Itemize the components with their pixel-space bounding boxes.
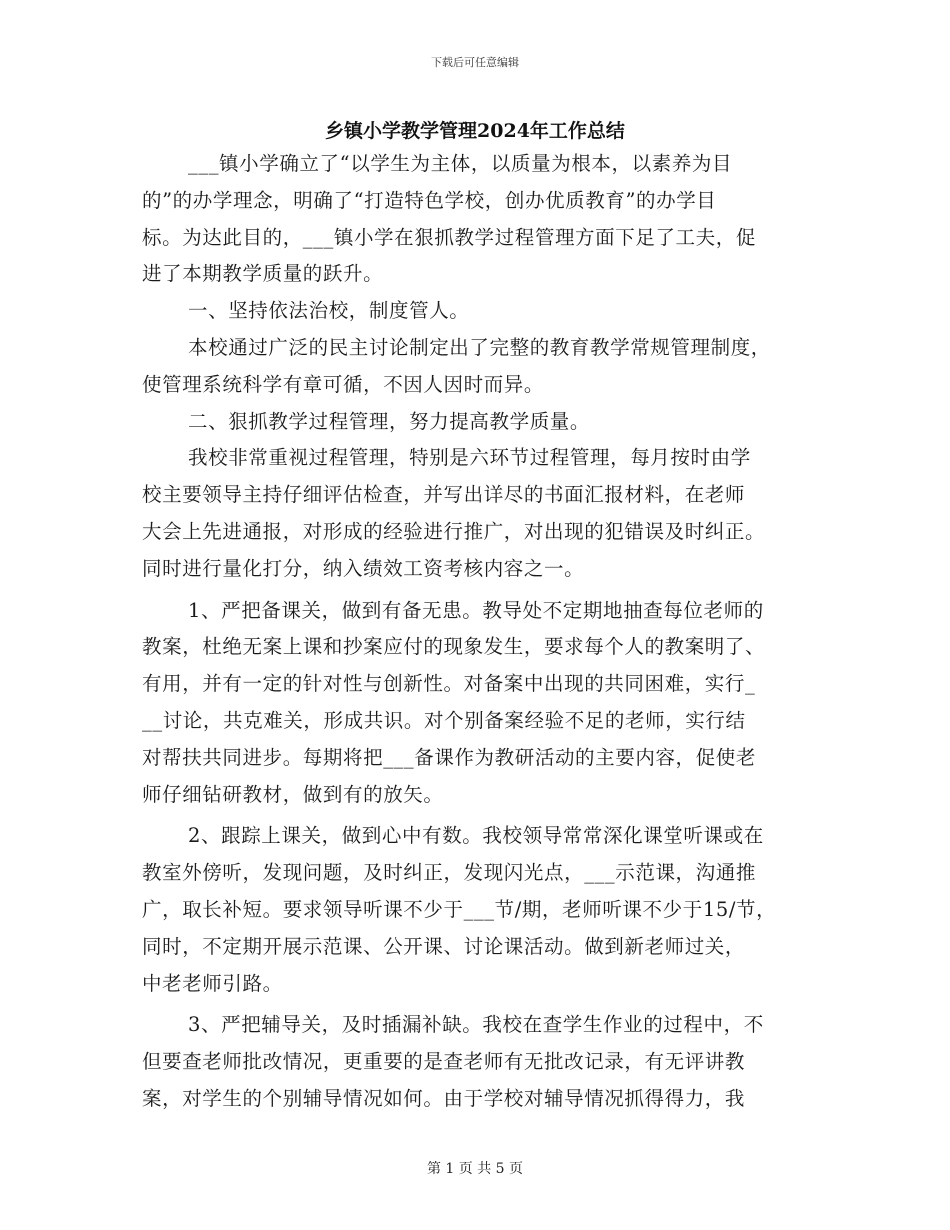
page-header-note: 下载后可任意编辑 <box>431 56 519 69</box>
section-heading: 二、狠抓教学过程管理，努力提高教学质量。 <box>188 409 591 433</box>
text-line: 教室外傍听，发现问题，及时纠正，发现闪光点，___示范课，沟通推 <box>142 861 756 885</box>
text-line: 同时，不定期开展示范课、公开课、讨论课活动。做到新老师过关， <box>142 934 746 958</box>
text-line: 的”的办学理念，明确了“打造特色学校，创办优质教育”的办学目 <box>142 188 717 212</box>
text-line: 广，取长补短。要求领导听课不少于___节/期，老师听课不少于15/节， <box>142 897 777 921</box>
text-line: 2、跟踪上课关，做到心中有数。我校领导常常深化课堂听课或在 <box>188 824 764 848</box>
text-line: 师仔细钻研教材，做到有的放矢。 <box>142 782 444 806</box>
text-line: 大会上先进通报，对形成的经验进行推广，对出现的犯错误及时纠正。 <box>142 519 766 543</box>
text-line: 教案，杜绝无案上课和抄案应付的现象发生，要求每个人的教案明了、 <box>142 635 766 659</box>
text-line: 1、严把备课关，做到有备无患。教导处不定期地抽查每位老师的 <box>188 598 764 622</box>
text-line: 标。为达此目的，___镇小学在狠抓教学过程管理方面下足了工夫，促 <box>142 225 756 249</box>
text-line: 对帮扶共同进步。每期将把___备课作为教研活动的主要内容，促使老 <box>142 745 756 769</box>
text-line: ___镇小学确立了“以学生为主体，以质量为根本，以素养为目 <box>188 152 733 175</box>
text-line: 同时进行量化打分，纳入绩效工资考核内容之一。 <box>142 556 585 580</box>
text-line: 中老老师引路。 <box>142 971 283 995</box>
document-title: 乡镇小学教学管理2024年工作总结 <box>325 120 625 142</box>
text-line: 校主要领导主持仔细评估检查，并写出详尽的书面汇报材料，在老师 <box>142 483 746 507</box>
text-line: 本校通过广泛的民主讨论制定出了完整的教育教学常规管理制度， <box>188 335 771 359</box>
document-body <box>142 146 808 1118</box>
text-line: __讨论，共克难关，形成共识。对个别备案经验不足的老师，实行结 <box>142 708 746 732</box>
page-number: 第 1 页 共 5 页 <box>426 1161 524 1177</box>
text-line: 有用，并有一定的针对性与创新性。对备案中出现的共同困难，实行_ <box>142 672 756 696</box>
text-line: 案，对学生的个别辅导情况如何。由于学校对辅导情况抓得得力，我 <box>142 1086 746 1110</box>
text-line: 进了本期教学质量的跃升。 <box>142 262 384 286</box>
text-line: 3、严把辅导关，及时插漏补缺。我校在查学生作业的过程中，不 <box>188 1013 764 1037</box>
text-line: 使管理系统科学有章可循，不因人因时而异。 <box>142 372 545 396</box>
text-line: 但要查老师批改情况，更重要的是查老师有无批改记录，有无评讲教 <box>142 1050 746 1074</box>
text-line: 我校非常重视过程管理，特别是六环节过程管理，每月按时由学 <box>188 446 751 470</box>
section-heading: 一、坚持依法治校，制度管人。 <box>188 299 470 323</box>
